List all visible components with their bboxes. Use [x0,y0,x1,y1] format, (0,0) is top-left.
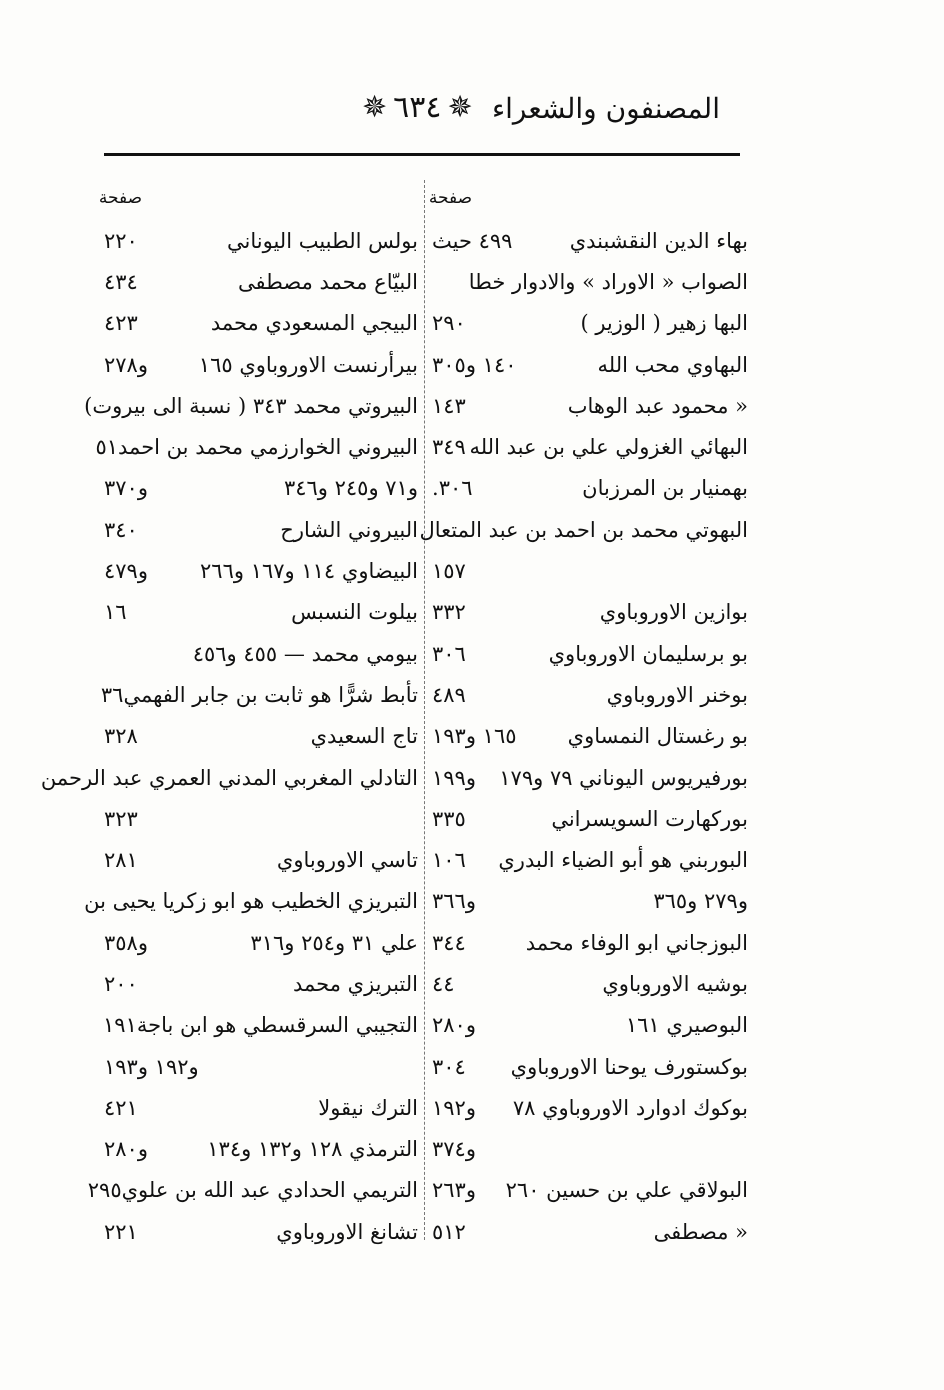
entry-name: بو رغستال النمساوي [567,724,748,749]
entry-pages: و٢٨٠ [432,1013,476,1038]
entry-pages: و١٩٢ و١٩٣ [104,1054,199,1079]
entry-name: « مصطفى [653,1219,748,1244]
entry-name: بورفيريوس اليوناني ٧٩ و١٧٩ [499,765,748,790]
entry-pages: ٥١٢ [432,1219,466,1244]
index-entry [432,881,748,922]
entry-name: بوخنر الاوروباوي [606,682,748,707]
entry-name: البهوتي محمد بن احمد بن عبد المتعال [419,517,748,542]
entry-name: التريمي الحدادي عبد الله بن علوي [121,1178,418,1203]
entry-pages: و٢٦٣ [432,1178,476,1203]
index-entry [432,716,748,757]
entry-name: بو برسليمان الاوروباوي [548,641,748,666]
entry-name: البها زهير ( الوزير ) [580,311,748,336]
index-entry [432,1046,748,1087]
entry-name: البوزجاني ابو الوفاء محمد [525,930,748,955]
header-rule [104,153,740,156]
entry-name: علي ٣١ و٢٥٤ و٣١٦ [250,930,418,955]
entry-name: الترك نيقولا [318,1095,418,1120]
entry-name: البيروني الخوارزمي محمد بن احمد [118,435,418,460]
index-entry [104,303,418,344]
index-entry [432,550,748,591]
entry-pages: ١٦ [104,600,127,625]
entry-name: تشانغ الاوروباوي [276,1219,418,1244]
index-entry [432,1087,748,1128]
entry-pages: ٣٢٣ [104,806,138,831]
index-entry [95,426,418,467]
index-entry [104,798,418,839]
entry-name: تاج السعيدي [310,724,418,749]
entry-pages: ٤٤ [432,971,455,996]
entry-name: التجيبي السرقسطي هو ابن باجة [136,1013,418,1038]
entry-name: تاسي الاوروباوي [276,848,418,873]
index-entry [104,1211,418,1252]
entry-pages: ٣٠٤ [432,1054,466,1079]
entry-name: البولاقي علي بن حسين ٢٦٠ [505,1178,748,1203]
entry-pages: و٣٧٠ [104,476,148,501]
entry-name: و٧١ و٢٤٥ و٣٤٦ [283,476,418,501]
entry-name: « محمود عبد الوهاب [567,393,748,418]
entry-pages: و١٩٢ [432,1095,476,1120]
entry-pages: ٢٠٠ [104,971,138,996]
index-entry [104,633,418,674]
entry-name: التبريزي محمد [292,971,418,996]
running-title: المصنفون والشعراء [491,92,720,125]
index-entry [432,220,748,261]
entry-pages: ٤٩٩ حيث [432,228,513,253]
index-entry [104,1129,418,1170]
index-entry [432,798,748,839]
entry-name: بيلوت النسبس [291,600,418,625]
index-entry [432,468,748,509]
entry-name: و٢٧٩ و٣٦٥ [653,889,748,914]
entry-name: التبريزي الخطيب هو ابو زكريا يحيى بن [84,889,418,914]
entry-name: الترمذي ١٢٨ و١٣٢ و١٣٤ [207,1137,418,1162]
ornament-star-icon: ✵ [447,89,473,125]
index-entry [104,468,418,509]
entry-name: التادلي المغربي المدني العمري عبد الرحمن [40,765,418,790]
entry-pages: ٢٨١ [104,848,138,873]
index-entry [104,261,418,302]
index-entry [84,385,418,426]
column-heading: صفحة [428,188,472,208]
entry-pages: ٢٩٥ [87,1178,122,1203]
index-entry [432,303,748,344]
entry-pages: ٥١ [95,435,119,460]
index-entry [432,385,748,426]
index-entry [104,922,418,963]
column-separator [424,180,425,1240]
index-rows [40,220,418,1252]
entry-name: البهاوي محب الله [597,352,748,377]
entry-name: بهاء الدين النقشبندي [569,228,748,253]
entry-name: بوكوك ادوارد الاوروباوي ٧٨ [512,1095,748,1120]
entry-pages: ١٥٧ [432,559,466,584]
entry-pages: ٢٢١ [104,1219,138,1244]
index-entry [432,922,748,963]
ornament-star-icon: ✵ [362,89,388,125]
index-entry [104,1087,418,1128]
index-entry [100,674,418,715]
entry-name: بوكستورف يوحنا الاوروباوي [510,1054,748,1079]
entry-name: البيجي المسعودي محمد [210,311,418,336]
entry-pages: و١٩٩ [432,765,476,790]
index-entry [432,426,748,467]
entry-pages: ٤٢٣ [104,311,138,336]
index-entry [432,633,748,674]
index-entry [104,592,418,633]
entry-pages: ٣٤٠ [104,517,138,542]
index-entry [104,716,418,757]
index-entry [432,261,748,302]
entry-pages: ٤٨٩ [432,682,466,707]
page-header [100,88,740,144]
entry-name: بيرأرنست الاوروباوي ١٦٥ [198,352,418,377]
entry-name: البوصيري ١٦١ [625,1013,748,1038]
entry-name: البوربني هو أبو الضياء البدري [498,848,748,873]
entry-name: بوازين الاوروباوي [599,600,748,625]
index-entry [432,757,748,798]
index-entry [432,839,748,880]
entry-pages: ٣٠٦. [432,476,473,501]
entry-pages: ٣٦ [100,682,124,707]
entry-pages: ١٠٦ [432,848,466,873]
index-entry [104,344,418,385]
entry-pages: و٢٧٨ [104,352,148,377]
entry-pages: ٣٣٢ [432,600,466,625]
column-heading: صفحة [98,188,142,208]
entry-pages: و٣٧٤ [432,1137,476,1162]
entry-name: بوركهارت السويسراني [551,806,748,831]
entry-name: بولس الطبيب اليوناني [227,228,418,253]
entry-pages: ٣٢٨ [104,724,138,749]
entry-name: الصواب « الاوراد » والادوار خطا [468,269,748,294]
index-entry [432,1211,748,1252]
entry-pages: ٢٩٠ [432,311,466,336]
entry-name: البهائي الغزولي علي بن عبد الله [469,435,748,460]
index-entry [87,1170,418,1211]
entry-name: بهمنيار بن المرزبان [582,476,748,501]
entry-name: بوشيه الاوروباوي [602,971,748,996]
entry-pages: و٣٥٨ [104,930,148,955]
index-entry [419,509,748,550]
index-entry [104,220,418,261]
entry-pages: ١٦٥ و١٩٣ [432,724,517,749]
entry-pages: ٣٣٥ [432,806,466,831]
entry-pages: و٢٨٠ [104,1137,148,1162]
index-entry [432,1129,748,1170]
index-entry [104,963,418,1004]
index-entry [104,1005,418,1046]
index-entry [432,592,748,633]
index-entry [104,1046,418,1087]
index-entry [432,674,748,715]
index-entry [104,839,418,880]
entry-name: البيروتي محمد ٣٤٣ ( نسبة الى بيروت) [84,393,418,418]
entry-pages: ٤٢١ [104,1095,138,1120]
entry-name: البيضاوي ١١٤ و١٦٧ و٢٦٦ [200,559,418,584]
entry-pages: ٣٤٩ [432,435,466,460]
entry-pages: و٣٦٦ [432,889,476,914]
entry-pages: و٤٧٩ [104,559,148,584]
index-entry [84,881,418,922]
page-number: ٦٣٤ [393,90,442,125]
entry-pages: ١٩١ [103,1013,137,1038]
index-entry [432,963,748,1004]
index-column-right [419,178,748,1252]
entry-pages: ٣٤٤ [432,930,466,955]
entry-name: البيّاع محمد مصطفى [238,269,418,294]
index-entry [104,550,418,591]
entry-pages: ٣٠٦ [432,641,466,666]
entry-pages: ١٤٠ و٣٠٥ [432,352,517,377]
entry-name: تأبط شرًّا هو ثابت بن جابر الفهمي [123,682,418,707]
entry-pages: ٢٢٠ [104,228,138,253]
index-entry [432,1170,748,1211]
entry-name: البيروني الشارح [280,517,418,542]
entry-name: بيومي محمد — ٤٥٥ و٤٥٦ [192,641,418,666]
index-entry [432,1005,748,1046]
index-entry [40,757,418,798]
index-entry [104,509,418,550]
index-entry [432,344,748,385]
page-number-block [362,90,473,125]
entry-pages: ٤٣٤ [104,269,138,294]
index-column-left [40,178,418,1252]
index-rows [419,220,748,1252]
entry-pages: ١٤٣ [432,393,466,418]
